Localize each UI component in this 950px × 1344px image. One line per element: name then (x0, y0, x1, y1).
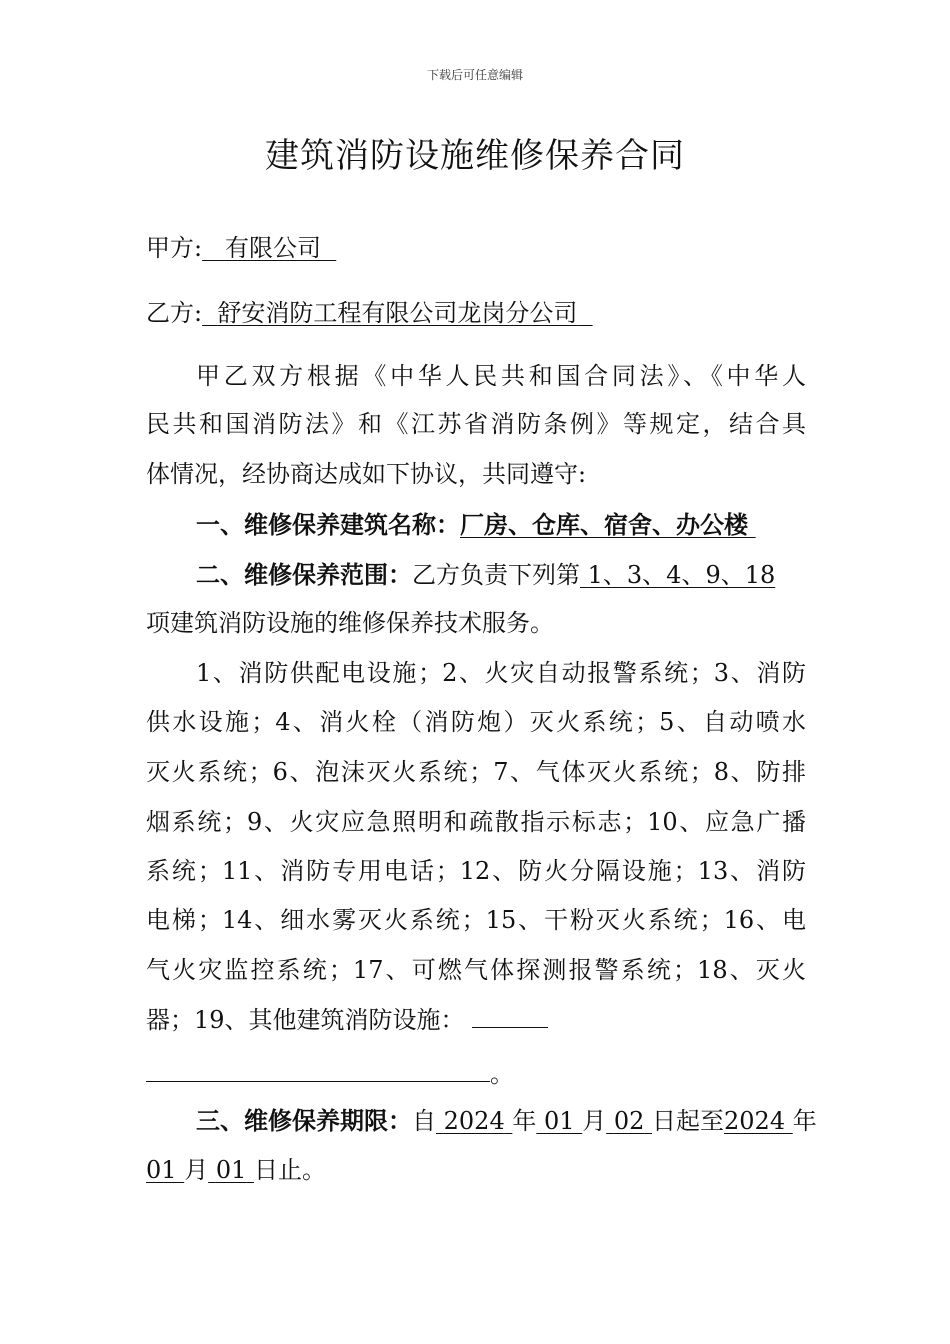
party-a-line (146, 231, 806, 265)
other-facility-blank-long (146, 1059, 490, 1082)
header-note: 下载后可任意编辑 (426, 68, 523, 82)
other-facility-blank (472, 1005, 548, 1028)
party-a-label: 甲方: (146, 234, 203, 262)
preamble-line-3: 体情况，经协商达成如下协议，共同遵守: (146, 460, 587, 488)
facility-line-7: 气火灾监控系统；17、可燃气体探测报警系统；18、灭火 (146, 956, 806, 984)
party-b-name: 舒安消防工程有限公司龙岗分公司 (217, 299, 578, 327)
facility-line-3: 灭火系统；6、泡沫灭火系统；7、气体灭火系统；8、防排 (146, 758, 806, 786)
end-month: 01 (146, 1156, 177, 1184)
start-year: 2024 (443, 1107, 505, 1135)
clause-3-label: 三、维修保养期限： (196, 1106, 412, 1135)
party-b-label: 乙方: (146, 299, 203, 327)
clause-2-continued: 项建筑消防设施的维修保养技术服务。 (146, 609, 554, 637)
clause-2 (196, 558, 856, 592)
facility-line-5: 系统；11、消防专用电话；12、防火分隔设施；13、消防 (146, 857, 806, 885)
facility-last-text: 器；19、其他建筑消防设施： (146, 1006, 465, 1034)
day-char-end: 日止。 (254, 1156, 327, 1184)
clause-1-value: 厂房、仓库、宿舍、办公楼 (460, 510, 748, 539)
clause-2-label: 二、维修保养范围： (196, 560, 412, 589)
facility-blank-line (146, 1057, 806, 1091)
party-b-line (146, 296, 806, 330)
day-char-from: 日起至 (652, 1107, 725, 1135)
facility-line-6: 电梯；14、细水雾灭火系统；15、干粉灭火系统；16、电 (146, 906, 806, 934)
clause-3-from: 自 (412, 1107, 436, 1135)
year-char-1: 年 (512, 1107, 537, 1135)
preamble-line-1: 甲乙双方根据《中华人民共和国合同法》、《中华人 (196, 362, 806, 390)
start-month: 01 (544, 1107, 575, 1135)
year-char-2: 年 (792, 1107, 817, 1135)
end-day: 01 (215, 1156, 247, 1184)
clause-2-text: 乙方负责下列第 (412, 561, 580, 589)
clause-2-items: 1、3、4、9、18 (587, 561, 776, 589)
end-year: 2024 (724, 1107, 786, 1135)
facility-line-2: 供水设施；4、消火栓（消防炮）灭火系统；5、自动喷水 (146, 708, 806, 736)
clause-1-label: 一、维修保养建筑名称： (196, 510, 460, 539)
start-day: 02 (613, 1107, 645, 1135)
facility-line-4: 烟系统；9、火灾应急照明和疏散指示标志；10、应急广播 (146, 808, 806, 836)
facility-line-1: 1、消防供配电设施；2、火灾自动报警系统；3、消防 (196, 659, 806, 687)
clause-1 (196, 508, 856, 542)
preamble-line-2: 民共和国消防法》和《江苏省消防条例》等规定，结合具 (146, 410, 806, 438)
facility-line-8 (146, 1003, 806, 1037)
month-char-2: 月 (184, 1156, 209, 1184)
document-title: 建筑消防设施维修保养合同 (265, 136, 685, 176)
facility-end-mark: 。 (490, 1060, 514, 1088)
month-char-1: 月 (582, 1107, 607, 1135)
clause-3 (196, 1104, 856, 1138)
clause-3-continued (146, 1153, 806, 1187)
party-a-name: 有限公司 (224, 234, 321, 262)
